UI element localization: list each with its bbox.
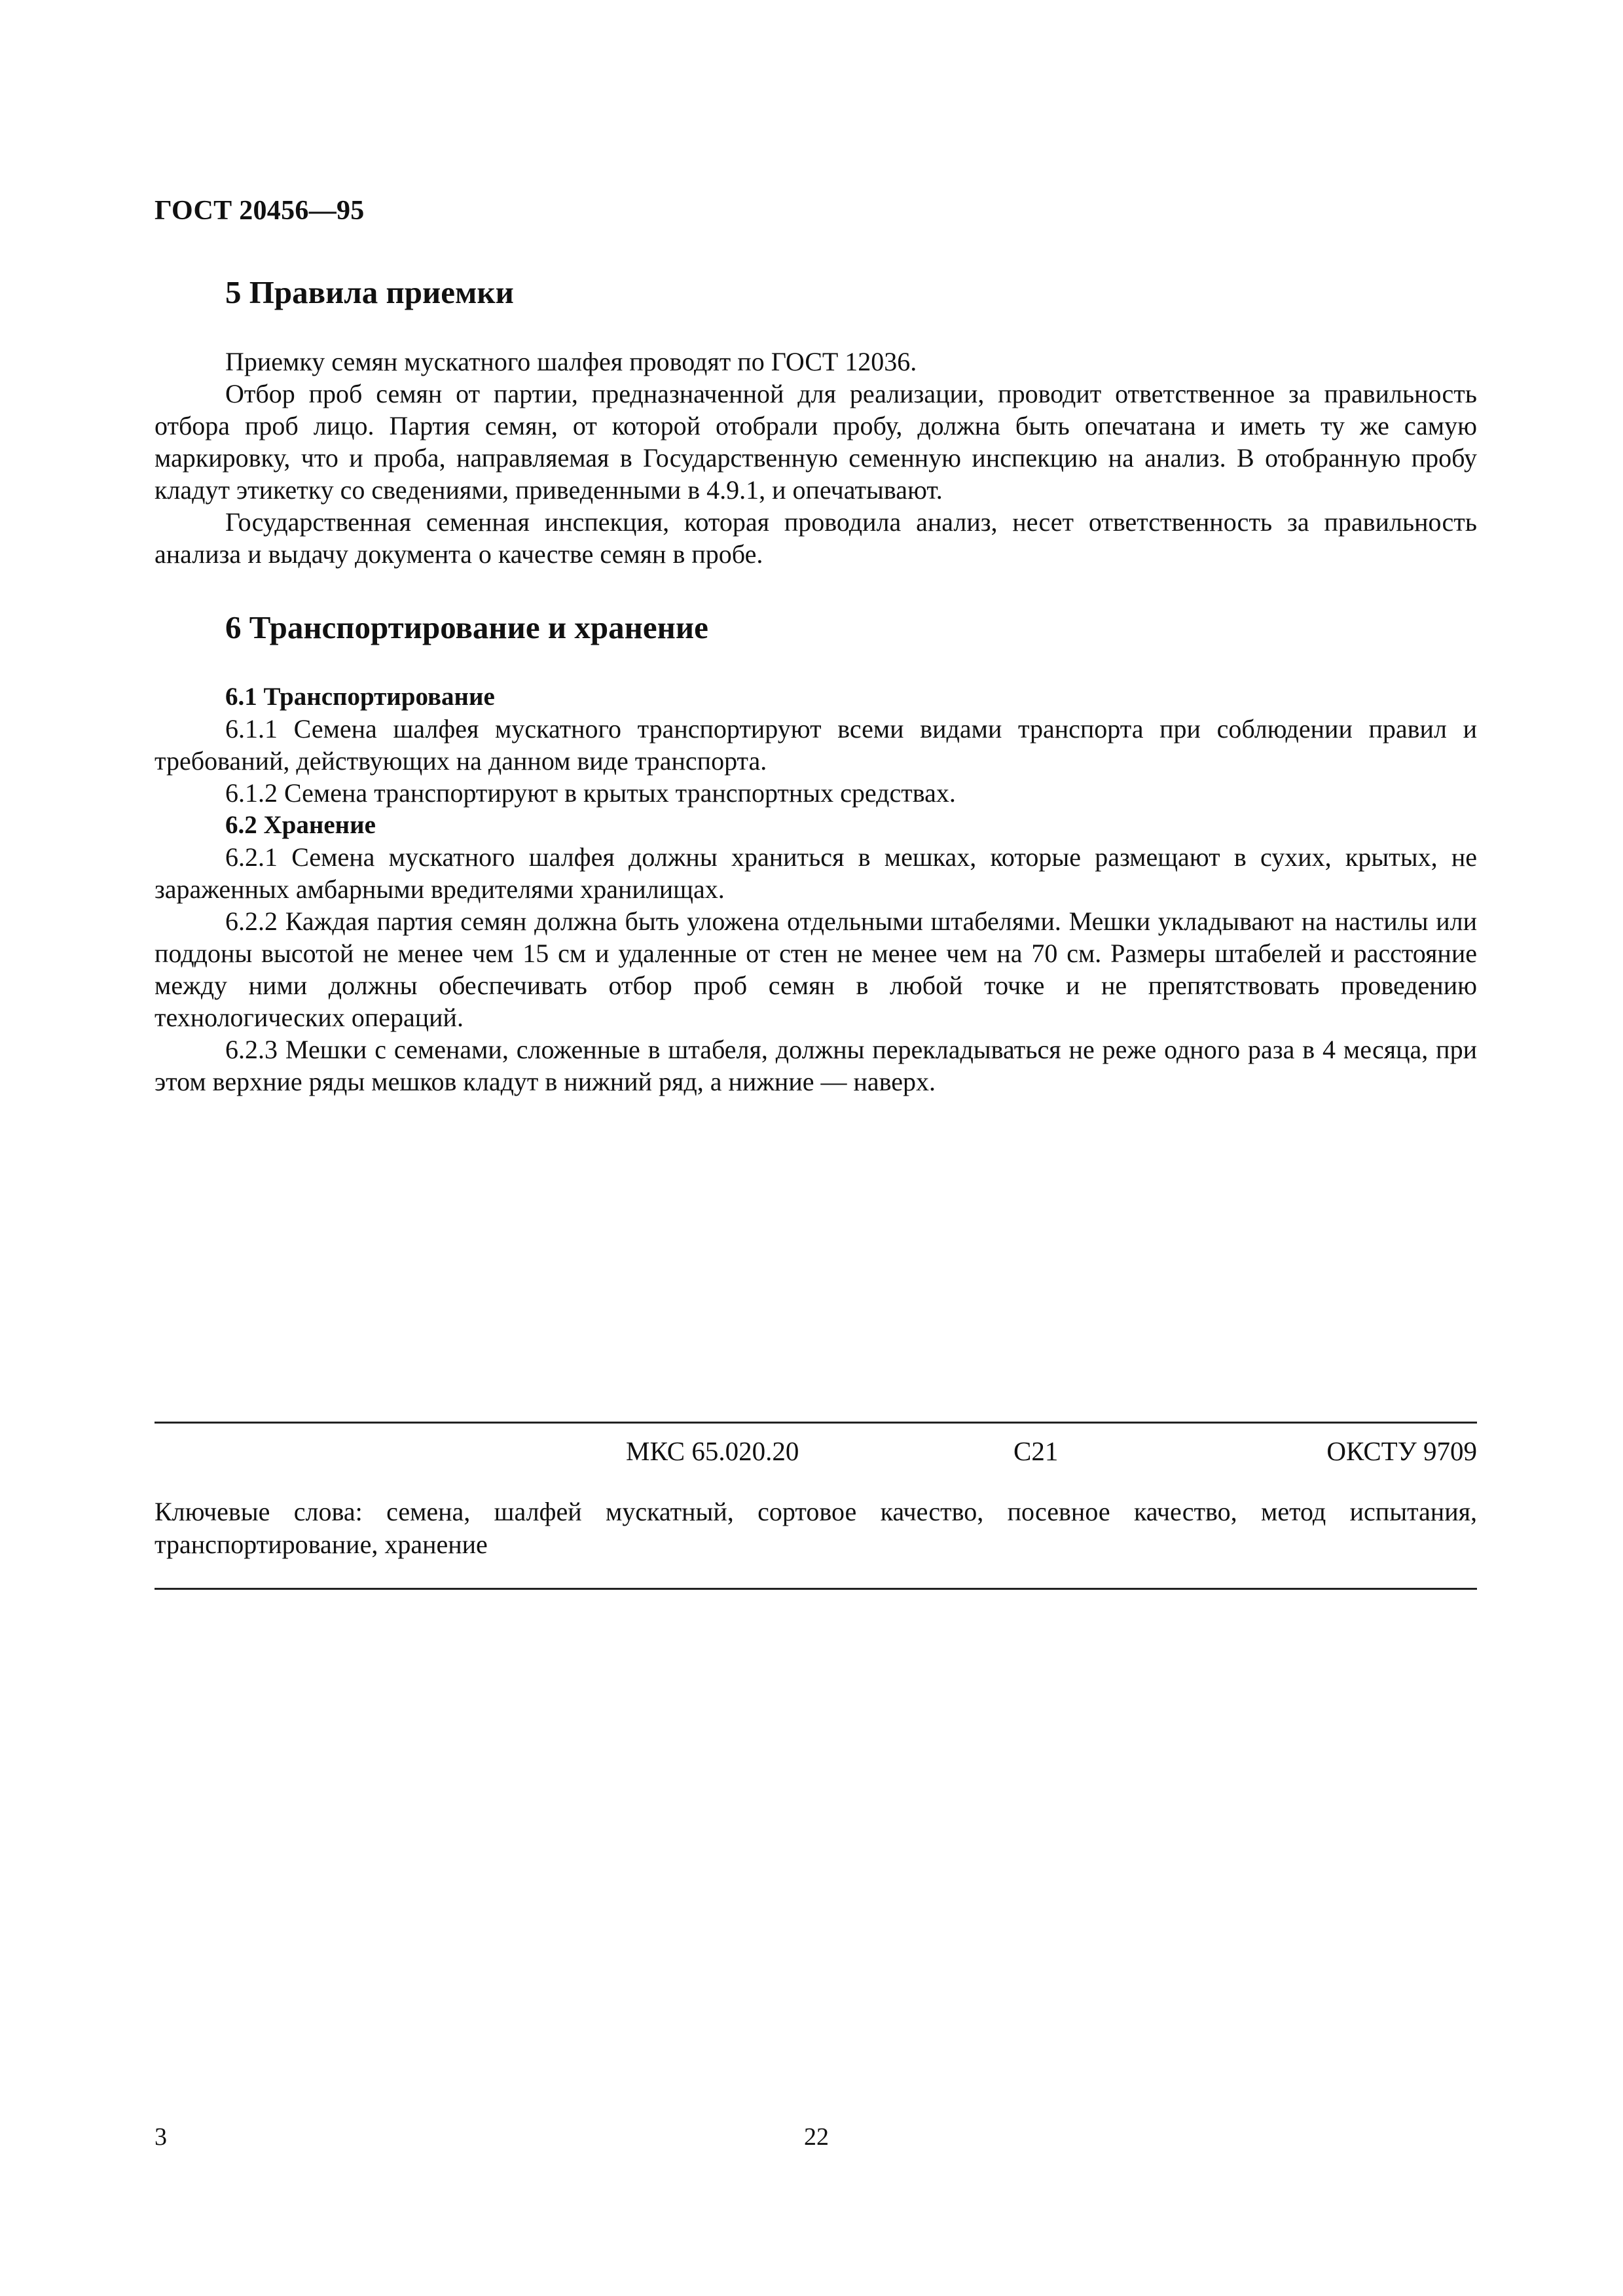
clause-6-2-1: 6.2.1 Семена мускатного шалфея должны храниться в мешках, которые размещают в сухих, крытых, не зараженных амбарными вредителями хранилищах.	[155, 842, 1477, 904]
section-6-heading: 6 Транспортирование и хранение	[225, 609, 708, 645]
section-5-paragraph: Приемку семян мускатного шалфея проводят по ГОСТ 12036.	[225, 347, 917, 376]
subsection-6-1-heading: 6.1 Транспортирование	[225, 683, 495, 711]
keywords: Ключевые слова: семена, шалфей мускатный, сортовое качество, посевное качество, метод испытания, транспортирование, хранение	[155, 1497, 1477, 1559]
document-code: ГОСТ 20456—95	[155, 196, 365, 226]
bottom-divider	[155, 1588, 1477, 1590]
page-number: 22	[804, 2123, 829, 2151]
section-5-heading: 5 Правила приемки	[225, 274, 514, 310]
clause-6-1-1: 6.1.1 Семена шалфея мускатного транспортируют всеми видами транспорта при соблюдении правил и требований, действующих на данном виде транспорта.	[155, 714, 1477, 776]
okstu-code: ОКСТУ 9709	[1326, 1436, 1477, 1466]
mks-code: МКС 65.020.20	[626, 1436, 799, 1466]
section-5-paragraph: Отбор проб семян от партии, предназначенной для реализации, проводит ответственное за правильность отбора проб лицо. Партия семян, от которой отобрали пробу, должна быть опечатана и иметь ту же самую маркировку, что и проба, направляемая в Государственную семенную инспекцию на анализ. В отобранную пробу кладут этикетку со сведениями, приведенными в 4.9.1, и опечатывают.	[155, 379, 1477, 505]
section-6-body	[155, 681, 1477, 1098]
clause-6-2-2: 6.2.2 Каждая партия семян должна быть уложена отдельными штабелями. Мешки укладывают на настилы или поддоны высотой не менее чем 15 см и удаленные от стен не менее чем на 70 см. Размеры штабелей и расстояние между ними должны обеспечивать отбор проб семян в любой точке и не препятствовать проведению технологических операций.	[155, 906, 1477, 1032]
top-divider	[155, 1422, 1477, 1424]
section-5-body	[155, 346, 1477, 570]
footer-left-number: 3	[155, 2123, 167, 2151]
section-5-paragraph: Государственная семенная инспекция, которая проводила анализ, несет ответственность за правильность анализа и выдачу документа о качестве семян в пробе.	[155, 507, 1477, 569]
clause-6-2-3: 6.2.3 Мешки с семенами, сложенные в штабеля, должны перекладываться не реже одного раза в 4 месяца, при этом верхние ряды мешков кладут в нижний ряд, а нижние — наверх.	[155, 1035, 1477, 1096]
clause-6-1-2: 6.1.2 Семена транспортируют в крытых транспортных средствах.	[225, 778, 956, 808]
group-code: С21	[1013, 1436, 1059, 1466]
subsection-6-2-heading: 6.2 Хранение	[225, 811, 376, 839]
